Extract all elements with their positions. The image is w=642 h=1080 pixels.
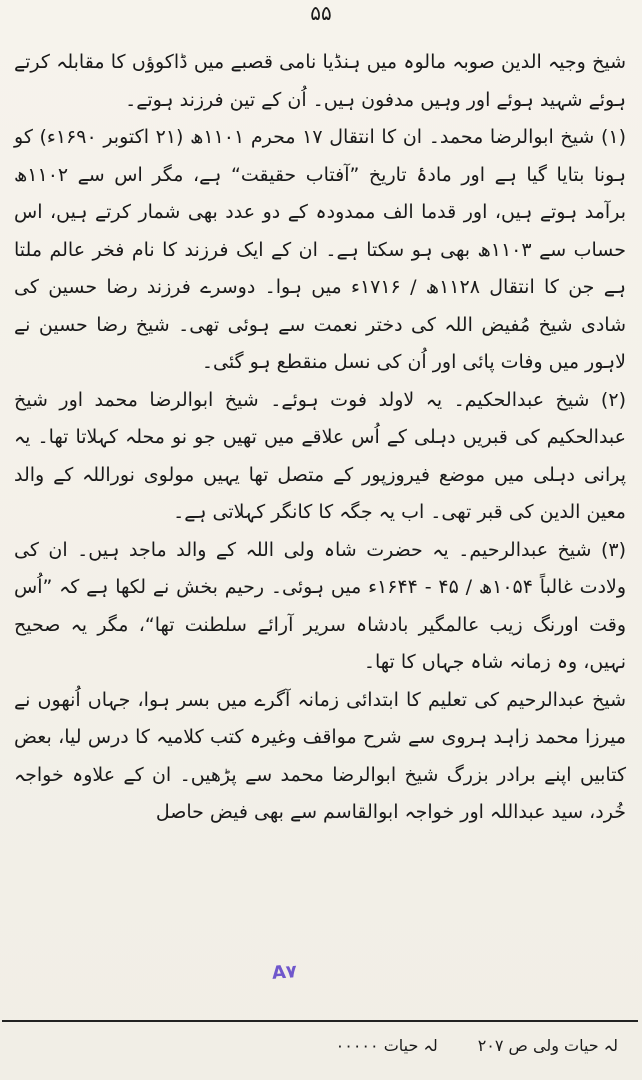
paragraph-abdul-hakim: (۲) شیخ عبدالحکیم۔ یہ لاولد فوت ہوئے۔ شیخ ابوالرضا محمد اور شیخ عبدالحکیم کی قبریں دہلی کے اُس علاقے میں تھیں جو نو محلہ کہلاتا تھا۔ یہ پرانی دہلی میں موضع فیروزپور کے متصل تھا یہیں مولوی نوراللہ کے والد معین الدین کی قبر تھی۔ اب یہ جگہ کا کانگر کہلاتی ہے۔ xyxy=(14,388,626,523)
footnote-2: لہ حیات ۰۰۰۰۰ xyxy=(335,1036,438,1055)
paragraph-intro: شیخ وجیہ الدین صوبہ مالوہ میں ہنڈیا نامی قصبے میں ڈاکوؤں کا مقابلہ کرتے ہوئے شہید ہوئے اور وہیں مدفون ہیں۔ اُن کے تین فرزند ہوتے۔ xyxy=(14,51,626,111)
footnote-1: لہ حیات ولی ص ۲۰۷ xyxy=(477,1036,618,1055)
library-stamp: A۷ xyxy=(271,961,298,984)
paragraph-abul-raza: (۱) شیخ ابوالرضا محمد۔ ان کا انتقال ۱۷ محرم ۱۱۰۱ھ (۲۱ اکتوبر ۱۶۹۰ء) کو ہونا بتایا گیا ہے اور مادۂ تاریخ ”آفتاب حقیقت“ ہے، مگر اس سے ۱۱۰۲ھ برآمد ہوتے ہیں، اور قدما الف ممدودہ کے دو عدد بھی شمار کرتے ہیں، اس حساب سے ۱۱۰۳ھ بھی ہو سکتا ہے۔ ان کے ایک فرزند کا نام فخر عالم ملتا ہے جن کا انتقال ۱۱۲۸ھ / ۱۷۱۶ء میں ہوا۔ دوسرے فرزند رضا حسین کی شادی شیخ مُفیض اللہ کی دختر نعمت سے ہوئی تھی۔ شیخ رضا حسین نے لاہور میں وفات پائی اور اُن کی نسل منقطع ہو گئی۔ xyxy=(14,126,626,373)
paragraph-education: شیخ عبدالرحیم کی تعلیم کا ابتدائی زمانہ آگرے میں بسر ہوا، جہاں اُنھوں نے میرزا محمد زاہد ہروی سے شرح مواقف وغیرہ کتب کلامیہ کا درس لیا، بعض کتابیں اپنے برادر بزرگ شیخ ابوالرضا محمد سے پڑھیں۔ ان کے علاوہ خواجہ خُرد، سید عبداللہ اور خواجہ ابوالقاسم سے بھی فیض حاصل xyxy=(14,688,626,823)
page-number: ۵۵ xyxy=(310,1,332,25)
footnote-divider xyxy=(2,1020,638,1022)
paragraph-abdul-rahim: (۳) شیخ عبدالرحیم۔ یہ حضرت شاہ ولی اللہ کے والد ماجد ہیں۔ ان کی ولادت غالباً ۱۰۵۴ھ / ۴۵ - ۱۶۴۴ء میں ہوئی۔ رحیم بخش نے لکھا ہے کہ ”اُس وقت اورنگ زیب عالمگیر بادشاہ سریر آرائے سلطنت تھا“، مگر یہ صحیح نہیں، وہ زمانہ شاہ جہاں کا تھا۔ xyxy=(14,538,627,673)
body-text xyxy=(14,44,626,832)
footnotes xyxy=(18,1034,618,1058)
